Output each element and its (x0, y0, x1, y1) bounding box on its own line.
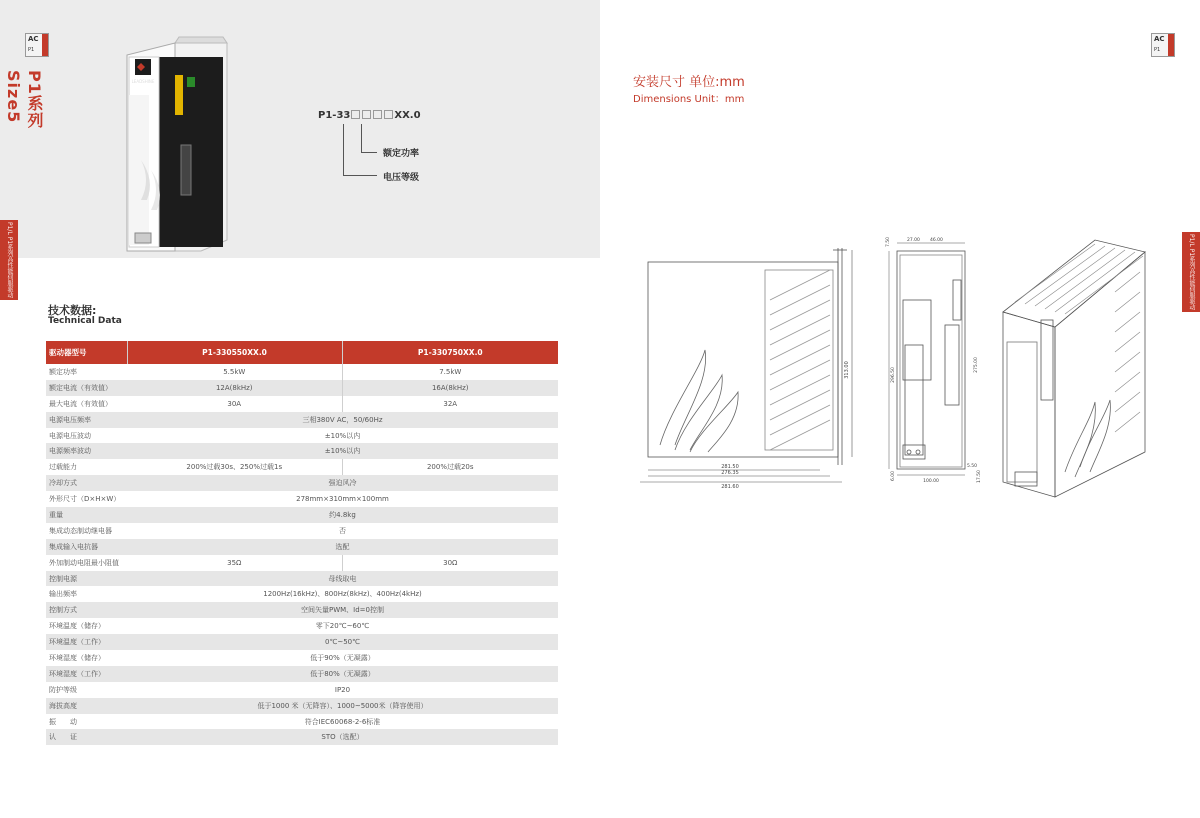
spec-label: 电源电压波动 (49, 431, 91, 440)
spec-value: 选配 (127, 539, 558, 555)
spec-value-a: 5.5kW (127, 364, 342, 380)
dim-313: 313.00 (844, 361, 850, 379)
servo-drive-image (115, 35, 240, 255)
spec-row (46, 507, 558, 523)
label-rated-power: 额定功率 (383, 149, 420, 159)
spec-label: 控制方式 (46, 602, 127, 618)
spec-value: 否 (339, 526, 346, 535)
dim-front-46: 46.00 (930, 238, 943, 243)
side-tab-left: P1/L P1系列高性能伺服驱动 (0, 220, 18, 300)
spec-value: 空间矢量PWM、Id=0控制 (127, 602, 558, 618)
spec-label: 额定电流（有效值） (46, 380, 127, 396)
product-header-band (0, 0, 600, 258)
spec-value: 约4.8kg (127, 507, 558, 523)
model-code-suffix: XX.0 (394, 110, 421, 121)
spec-value: 0℃~50℃ (127, 634, 558, 650)
dim-281-50: 281.50 (721, 464, 739, 470)
badge-p1-text: P1 (28, 47, 35, 53)
spec-value: 低于90%（无凝露） (310, 653, 375, 662)
spec-value: 母线取电 (127, 571, 558, 587)
spec-label: 防护等级 (49, 685, 77, 694)
tech-data-title-cn: 技术数据: (48, 304, 97, 317)
spec-label: 集成输入电抗器 (46, 539, 127, 555)
spec-label: 外形尺寸（D×H×W） (49, 495, 121, 504)
spec-value: 强迫风冷 (127, 475, 558, 491)
spec-value-b: 7.5kW (439, 367, 462, 376)
spec-table (46, 341, 558, 745)
spec-row (46, 380, 558, 396)
dimensions-title-cn: 安装尺寸 单位:mm (633, 75, 745, 90)
badge-p1-text-right: P1 (1154, 47, 1161, 53)
tech-data-title-en: Technical Data (48, 316, 122, 326)
isometric-drawing (995, 232, 1155, 502)
spec-label: 集成动态制动继电器 (49, 526, 112, 535)
spec-row (46, 682, 558, 698)
spec-row (46, 571, 558, 587)
model-code (318, 110, 421, 121)
spec-row (46, 650, 558, 666)
spec-value-b: 200%过载20s (426, 463, 474, 472)
spec-row (46, 586, 558, 602)
spec-row (46, 714, 558, 730)
dim-front-5-5: 5.50 (967, 464, 978, 469)
dim-front-100: 100.00 (923, 479, 939, 484)
spec-row (46, 555, 558, 571)
spec-label: 认 证 (46, 729, 127, 745)
label-voltage-level: 电压等级 (383, 173, 420, 183)
dim-front-27: 27.00 (907, 238, 920, 243)
side-tab-right: P1/L P1系列高性能伺服驱动器 (1182, 232, 1200, 312)
spec-label: 电源频率波动 (46, 443, 127, 459)
spec-value: ±10%以内 (127, 443, 558, 459)
spec-value: 零下20℃~60℃ (315, 622, 370, 631)
spec-value-b: 30Ω (443, 558, 458, 567)
spec-row (46, 491, 558, 507)
spec-row (46, 428, 558, 444)
spec-value-a: 35Ω (127, 555, 342, 571)
spec-label: 振 动 (49, 717, 77, 726)
spec-row (46, 618, 558, 634)
spec-label: 电源电压频率 (46, 412, 127, 428)
spec-row (46, 602, 558, 618)
spec-value: 低于80%（无凝露） (127, 666, 558, 682)
spec-row (46, 459, 558, 475)
spec-row (46, 475, 558, 491)
spec-label: 冷却方式 (46, 475, 127, 491)
dimensions-title-en: Dimensions Unit：mm (633, 94, 745, 105)
spec-label: 海拔高度 (46, 698, 127, 714)
ac-badge (25, 33, 49, 57)
dim-front-275: 275.00 (974, 357, 979, 373)
spec-label: 环境湿度（工作） (46, 666, 127, 682)
dim-276-35: 276.35 (721, 470, 739, 476)
dim-front-296-5: 296.50 (891, 367, 896, 383)
spec-row (46, 729, 558, 745)
spec-label: 环境温度（工作） (46, 634, 127, 650)
spec-value: 符合IEC60068-2-6标准 (304, 717, 381, 726)
spec-row (46, 443, 558, 459)
spec-label: 外加制动电阻最小阻值 (49, 558, 119, 567)
ac-badge-right (1151, 33, 1175, 57)
spec-label: 最大电流（有效值） (49, 399, 112, 408)
spec-label: 环境湿度（储存） (49, 653, 105, 662)
drive-brand-text: LEADSHINE (131, 79, 155, 84)
front-view-drawing (885, 235, 985, 485)
spec-row (46, 523, 558, 539)
spec-label: 控制电源 (46, 571, 127, 587)
spec-value: 低于1000 米（无降容）、1000~5000米（降容使用） (127, 698, 558, 714)
spec-value-b: 16A(8kHz) (342, 380, 558, 396)
spec-value-a: 200%过载30s、250%过载1s (127, 459, 342, 475)
spec-label: 输出频率 (49, 590, 77, 599)
dim-front-17-5: 17.50 (977, 470, 982, 483)
header-model-b: P1-330750XX.0 (342, 341, 558, 364)
spec-row (46, 412, 558, 428)
badge-ac-text: AC (28, 35, 39, 43)
spec-label: 额定功率 (49, 367, 77, 376)
spec-value: IP20 (334, 685, 351, 694)
header-model-a: P1-330550XX.0 (127, 341, 342, 364)
spec-label: 环境温度（储存） (49, 622, 105, 631)
spec-value-a: 12A(8kHz) (127, 380, 342, 396)
spec-row (46, 698, 558, 714)
dim-front-7-5: 7.50 (886, 236, 891, 247)
spec-value: 278mm×310mm×100mm (296, 495, 389, 504)
spec-value: ±10%以内 (324, 431, 361, 440)
spec-value: 1200Hz(16kHz)、800Hz(8kHz)、400Hz(4kHz) (263, 590, 422, 599)
spec-value-b: 32A (443, 399, 458, 408)
spec-row (46, 539, 558, 555)
spec-value-a: 30A (127, 396, 342, 412)
side-view-drawing (630, 240, 860, 490)
dim-281-60: 281.60 (721, 484, 739, 490)
spec-row (46, 666, 558, 682)
badge-ac-text-right: AC (1154, 35, 1165, 43)
spec-value: 三相380V AC，50/60Hz (127, 412, 558, 428)
spec-value: STO（选配） (127, 729, 558, 745)
series-title: P1系列 Size5 (4, 70, 44, 129)
spec-label: 过载能力 (49, 463, 77, 472)
spec-row (46, 634, 558, 650)
header-model: 驱动器型号 (46, 341, 127, 364)
spec-label: 重量 (46, 507, 127, 523)
dim-front-6: 6.00 (891, 470, 896, 481)
spec-table-header (46, 341, 558, 364)
spec-row (46, 396, 558, 412)
spec-row (46, 364, 558, 380)
model-code-prefix: P1-33 (318, 110, 351, 121)
